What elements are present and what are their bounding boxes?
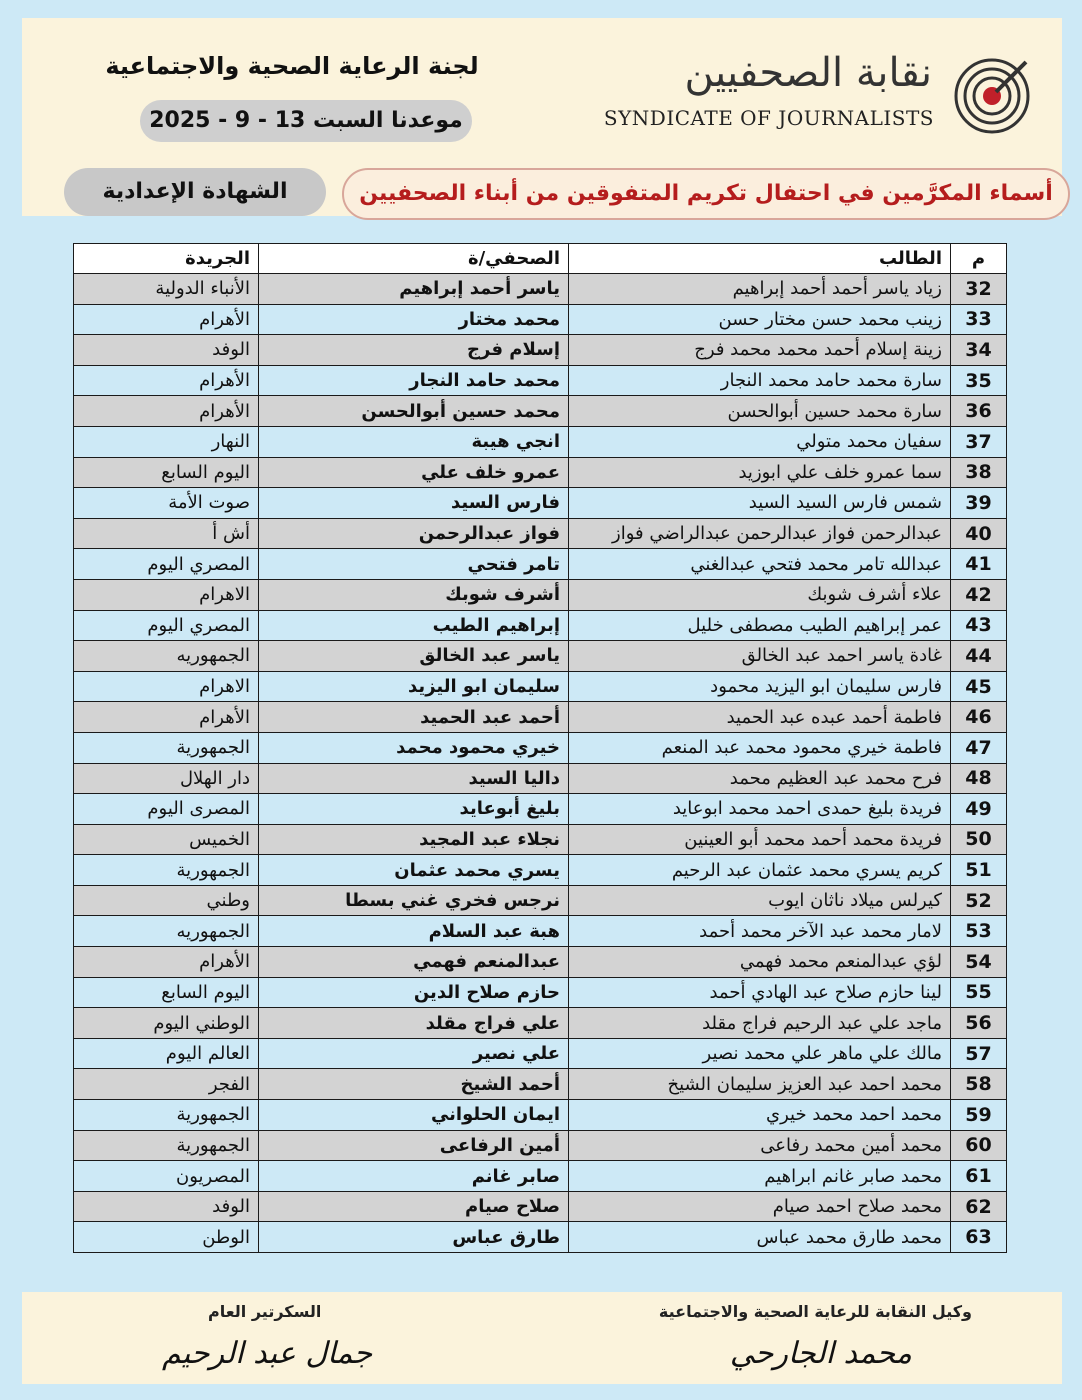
journalist-name: صلاح صيام	[259, 1191, 569, 1222]
newspaper-name: الجمهوريه	[74, 641, 259, 672]
row-num: 36	[951, 396, 1007, 427]
newspaper-name: المصري اليوم	[74, 549, 259, 580]
table-row	[74, 1038, 1007, 1069]
student-name: زينة إسلام أحمد محمد محمد فرج	[569, 335, 951, 366]
row-num: 48	[951, 763, 1007, 794]
newspaper-name: صوت الأمة	[74, 488, 259, 519]
newspaper-name: الجمهوريه	[74, 916, 259, 947]
newspaper-name: الوطن	[74, 1222, 259, 1253]
table-row	[74, 549, 1007, 580]
journalist-name: محمد حامد النجار	[259, 365, 569, 396]
newspaper-name: الجمهورية	[74, 1130, 259, 1161]
table-row	[74, 1222, 1007, 1253]
table-row	[74, 702, 1007, 733]
student-name: محمد أمين محمد رفاعى	[569, 1130, 951, 1161]
newspaper-name: دار الهلال	[74, 763, 259, 794]
newspaper-name: وطني	[74, 885, 259, 916]
row-num: 33	[951, 304, 1007, 335]
column-header-num: م	[951, 244, 1007, 274]
student-name: محمد صابر غانم ابراهيم	[569, 1161, 951, 1192]
row-num: 38	[951, 457, 1007, 488]
newspaper-name: المصرى اليوم	[74, 794, 259, 825]
table-row	[74, 824, 1007, 855]
row-num: 61	[951, 1161, 1007, 1192]
journalist-name: علي نصير	[259, 1038, 569, 1069]
newspaper-name: الأهرام	[74, 365, 259, 396]
journalist-name: داليا السيد	[259, 763, 569, 794]
table-row	[74, 916, 1007, 947]
newspaper-name: الجمهورية	[74, 732, 259, 763]
row-num: 53	[951, 916, 1007, 947]
row-num: 45	[951, 671, 1007, 702]
row-num: 62	[951, 1191, 1007, 1222]
newspaper-name: الخميس	[74, 824, 259, 855]
journalist-name: نرجس فخري غني بسطا	[259, 885, 569, 916]
table-row	[74, 610, 1007, 641]
left-signatory-role: السكرتير العام	[208, 1302, 322, 1321]
page-title: أسماء المكرَّمين في احتفال تكريم المتفوقين من أبناء الصحفيين	[342, 168, 1070, 220]
newspaper-name: الوفد	[74, 1191, 259, 1222]
signature-footer	[22, 1292, 1062, 1384]
table-row	[74, 1008, 1007, 1039]
table-row	[74, 518, 1007, 549]
row-num: 50	[951, 824, 1007, 855]
journalist-name: طارق عباس	[259, 1222, 569, 1253]
student-name: محمد طارق محمد عباس	[569, 1222, 951, 1253]
journalist-name: بليغ أبوعايد	[259, 794, 569, 825]
row-num: 58	[951, 1069, 1007, 1100]
header-banner	[22, 18, 1062, 216]
table-row	[74, 977, 1007, 1008]
journalist-name: ياسر أحمد إبراهيم	[259, 274, 569, 305]
certificate-badge: الشهادة الإعدادية	[64, 168, 326, 216]
student-name: سارة محمد حسين أبوالحسن	[569, 396, 951, 427]
column-header-student: الطالب	[569, 244, 951, 274]
table-row	[74, 1100, 1007, 1131]
newspaper-name: الأنباء الدولية	[74, 274, 259, 305]
journalist-name: محمد مختار	[259, 304, 569, 335]
student-name: كريم يسري محمد عثمان عبد الرحيم	[569, 855, 951, 886]
newspaper-name: اليوم السابع	[74, 977, 259, 1008]
student-name: سفيان محمد متولي	[569, 426, 951, 457]
newspaper-name: الفجر	[74, 1069, 259, 1100]
table-row	[74, 396, 1007, 427]
row-num: 40	[951, 518, 1007, 549]
row-num: 35	[951, 365, 1007, 396]
student-name: ماجد علي عبد الرحيم فراج مقلد	[569, 1008, 951, 1039]
column-header-journalist: الصحفي/ة	[259, 244, 569, 274]
student-name: مالك علي ماهر علي محمد نصير	[569, 1038, 951, 1069]
table-row	[74, 1191, 1007, 1222]
row-num: 46	[951, 702, 1007, 733]
journalist-name: نجلاء عبد المجيد	[259, 824, 569, 855]
table-row	[74, 1069, 1007, 1100]
row-num: 37	[951, 426, 1007, 457]
student-name: علاء أشرف شوبك	[569, 579, 951, 610]
newspaper-name: الأهرام	[74, 702, 259, 733]
newspaper-name: الأهرام	[74, 304, 259, 335]
table-row	[74, 579, 1007, 610]
committee-title: لجنة الرعاية الصحية والاجتماعية	[105, 52, 479, 80]
journalist-name: انجي هيبة	[259, 426, 569, 457]
table-row	[74, 304, 1007, 335]
journalist-name: إسلام فرج	[259, 335, 569, 366]
row-num: 32	[951, 274, 1007, 305]
newspaper-name: أش أ	[74, 518, 259, 549]
row-num: 43	[951, 610, 1007, 641]
newspaper-name: العالم اليوم	[74, 1038, 259, 1069]
student-name: محمد احمد عبد العزيز سليمان الشيخ	[569, 1069, 951, 1100]
newspaper-name: الجمهورية	[74, 855, 259, 886]
row-num: 55	[951, 977, 1007, 1008]
row-num: 56	[951, 1008, 1007, 1039]
table-row	[74, 732, 1007, 763]
student-name: عبدالله تامر محمد فتحي عبدالغني	[569, 549, 951, 580]
event-date: موعدنا السبت 13 - 9 - 2025	[140, 100, 472, 142]
newspaper-name: الجمهورية	[74, 1100, 259, 1131]
journalist-name: حازم صلاح الدين	[259, 977, 569, 1008]
journalist-name: أشرف شوبك	[259, 579, 569, 610]
row-num: 59	[951, 1100, 1007, 1131]
newspaper-name: الاهرام	[74, 671, 259, 702]
row-num: 57	[951, 1038, 1007, 1069]
newspaper-name: الاهرام	[74, 579, 259, 610]
newspaper-name: المصريون	[74, 1161, 259, 1192]
row-num: 51	[951, 855, 1007, 886]
student-name: فاطمة أحمد عبده عبد الحميد	[569, 702, 951, 733]
newspaper-name: المصري اليوم	[74, 610, 259, 641]
table-row	[74, 671, 1007, 702]
journalist-name: إبراهيم الطيب	[259, 610, 569, 641]
student-name: لامار محمد عبد الآخر محمد أحمد	[569, 916, 951, 947]
student-name: شمس فارس السيد السيد	[569, 488, 951, 519]
student-name: فاطمة خيري محمود محمد عبد المنعم	[569, 732, 951, 763]
logo-arabic-text: نقابة الصحفيين	[684, 50, 932, 96]
student-name: سارة محمد حامد محمد النجار	[569, 365, 951, 396]
newspaper-name: الأهرام	[74, 396, 259, 427]
row-num: 49	[951, 794, 1007, 825]
table-row	[74, 426, 1007, 457]
newspaper-name: الوفد	[74, 335, 259, 366]
journalist-name: علي فراج مقلد	[259, 1008, 569, 1039]
table-row	[74, 641, 1007, 672]
student-name: فريدة بليغ حمدى احمد محمد ابوعايد	[569, 794, 951, 825]
honorees-table	[73, 243, 1007, 1253]
table-row	[74, 794, 1007, 825]
row-num: 63	[951, 1222, 1007, 1253]
journalist-name: محمد حسين أبوالحسن	[259, 396, 569, 427]
table-row	[74, 855, 1007, 886]
student-name: لينا حازم صلاح عبد الهادي أحمد	[569, 977, 951, 1008]
student-name: كيرلس ميلاد ناثان ايوب	[569, 885, 951, 916]
table-row	[74, 488, 1007, 519]
newspaper-name: الوطني اليوم	[74, 1008, 259, 1039]
table-row	[74, 885, 1007, 916]
table-row	[74, 335, 1007, 366]
newspaper-name: النهار	[74, 426, 259, 457]
row-num: 41	[951, 549, 1007, 580]
student-name: فرح محمد عبد العظيم محمد	[569, 763, 951, 794]
table-header-row	[74, 244, 1007, 274]
student-name: غادة ياسر احمد عبد الخالق	[569, 641, 951, 672]
journalist-name: صابر غانم	[259, 1161, 569, 1192]
table-row	[74, 457, 1007, 488]
row-num: 52	[951, 885, 1007, 916]
journalist-name: عبدالمنعم فهمي	[259, 947, 569, 978]
student-name: محمد صلاح احمد صيام	[569, 1191, 951, 1222]
student-name: عمر إبراهيم الطيب مصطفى خليل	[569, 610, 951, 641]
student-name: لؤي عبدالمنعم محمد فهمي	[569, 947, 951, 978]
student-name: فارس سليمان ابو اليزيد محمود	[569, 671, 951, 702]
newspaper-name: الأهرام	[74, 947, 259, 978]
row-num: 47	[951, 732, 1007, 763]
right-signatory-role: وكيل النقابة للرعاية الصحية والاجتماعية	[658, 1302, 972, 1321]
journalist-name: عمرو خلف علي	[259, 457, 569, 488]
student-name: زياد ياسر أحمد أحمد إبراهيم	[569, 274, 951, 305]
row-num: 60	[951, 1130, 1007, 1161]
journalist-name: ياسر عبد الخالق	[259, 641, 569, 672]
logo-english-text: SYNDICATE OF JOURNALISTS	[603, 106, 934, 130]
journalist-name: فارس السيد	[259, 488, 569, 519]
left-signature: جمال عبد الرحيم	[162, 1336, 373, 1371]
student-name: محمد احمد محمد خيري	[569, 1100, 951, 1131]
row-num: 34	[951, 335, 1007, 366]
journalist-name: يسري محمد عثمان	[259, 855, 569, 886]
target-logo-icon	[952, 56, 1032, 136]
table-row	[74, 274, 1007, 305]
column-header-newspaper: الجريدة	[74, 244, 259, 274]
row-num: 39	[951, 488, 1007, 519]
journalist-name: ايمان الحلواني	[259, 1100, 569, 1131]
student-name: زينب محمد حسن مختار حسن	[569, 304, 951, 335]
table-row	[74, 947, 1007, 978]
table-row	[74, 1130, 1007, 1161]
journalist-name: هبة عبد السلام	[259, 916, 569, 947]
row-num: 42	[951, 579, 1007, 610]
student-name: فريدة محمد أحمد محمد أبو العينين	[569, 824, 951, 855]
row-num: 44	[951, 641, 1007, 672]
journalist-name: خيري محمود محمد	[259, 732, 569, 763]
table-row	[74, 763, 1007, 794]
right-signature: محمد الجارحي	[729, 1336, 912, 1371]
table-row	[74, 365, 1007, 396]
syndicate-logo	[603, 44, 1032, 144]
student-name: سما عمرو خلف علي ابوزيد	[569, 457, 951, 488]
journalist-name: أحمد الشيخ	[259, 1069, 569, 1100]
journalist-name: أمين الرفاعى	[259, 1130, 569, 1161]
journalist-name: سليمان ابو اليزيد	[259, 671, 569, 702]
student-name: عبدالرحمن فواز عبدالرحمن عبدالراضي فواز	[569, 518, 951, 549]
journalist-name: تامر فتحي	[259, 549, 569, 580]
row-num: 54	[951, 947, 1007, 978]
journalist-name: أحمد عبد الحميد	[259, 702, 569, 733]
table-row	[74, 1161, 1007, 1192]
journalist-name: فواز عبدالرحمن	[259, 518, 569, 549]
newspaper-name: اليوم السابع	[74, 457, 259, 488]
